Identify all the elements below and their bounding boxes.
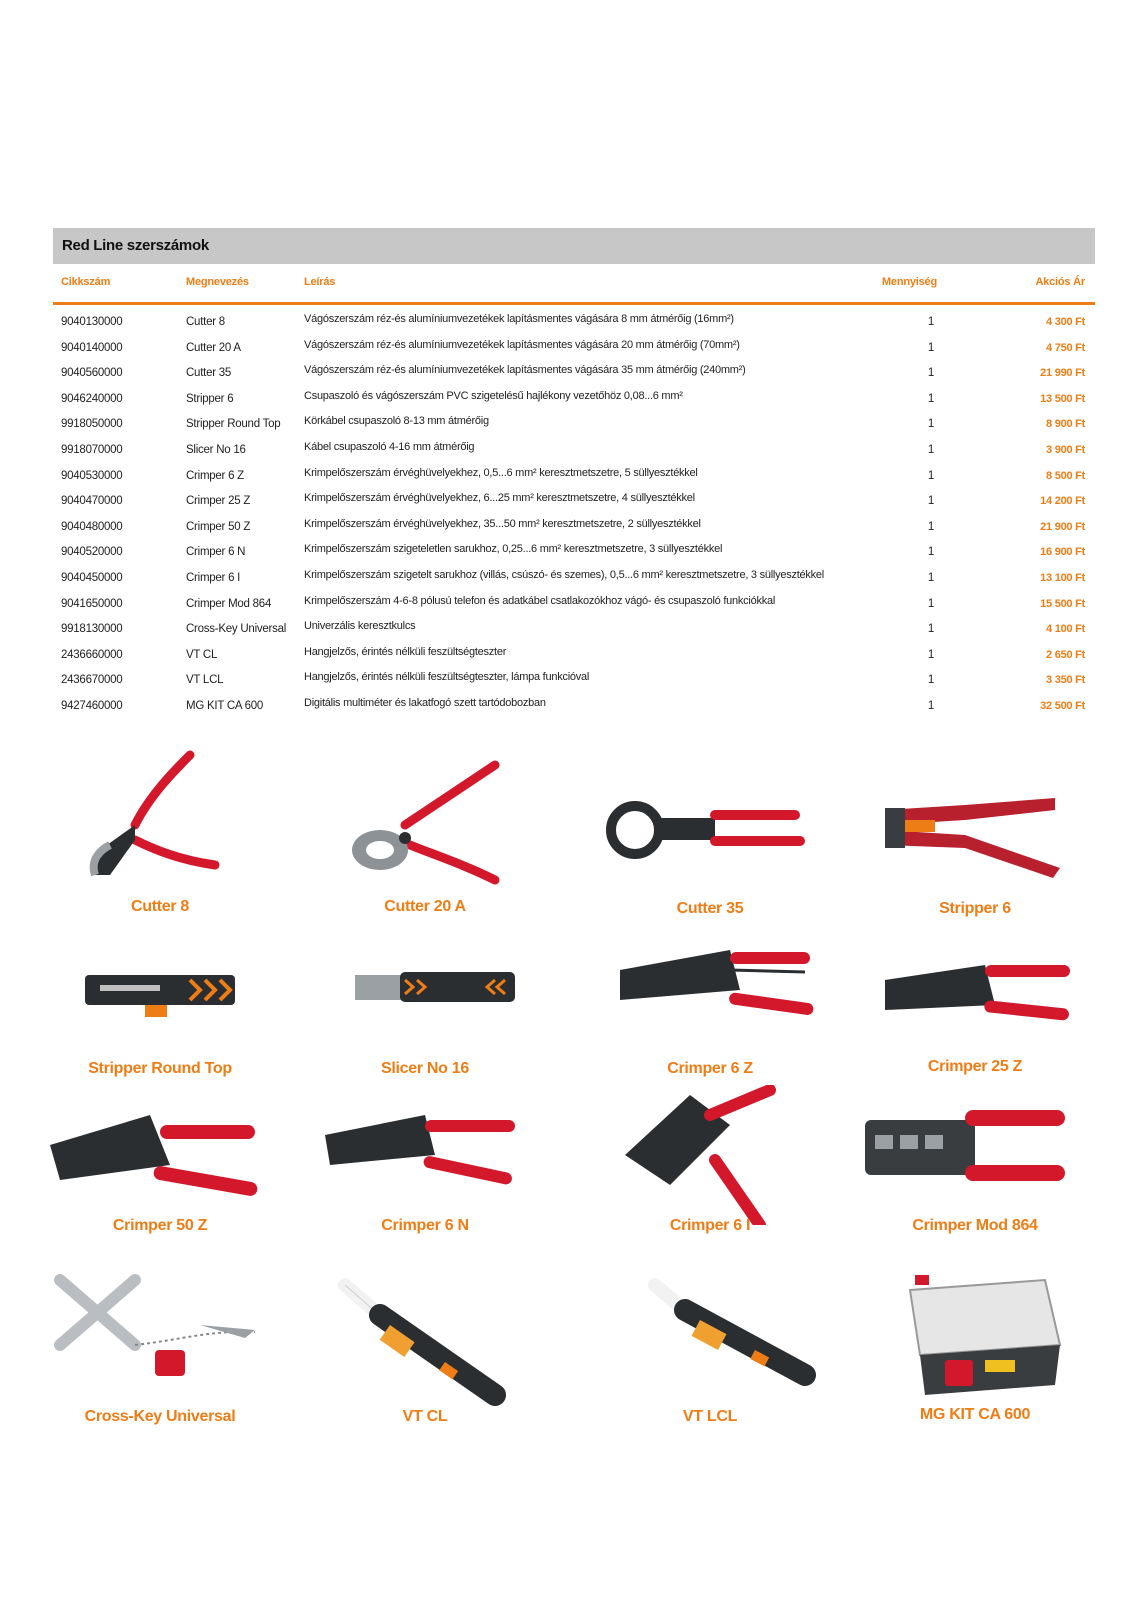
cell-name: Crimper 6 Z — [186, 469, 244, 482]
product-label: Crimper 25 Z — [927, 1058, 1023, 1075]
table-row — [53, 411, 1095, 437]
product-label: Crimper 50 Z — [112, 1217, 208, 1234]
cell-code: 9040520000 — [61, 546, 123, 559]
cell-quantity: 1 — [927, 674, 934, 687]
cell-name: VT LCL — [186, 674, 224, 687]
cell-code: 9040140000 — [61, 341, 123, 354]
crimper-icon — [580, 1085, 840, 1225]
col-header-quantity: Mennyiség — [881, 276, 937, 288]
crimper-icon — [40, 1085, 300, 1225]
table-row — [53, 565, 1095, 591]
cell-description: Hangjelzős, érintés nélküli feszültségteszter, lámpa funkcióval — [304, 671, 590, 684]
cell-name: Crimper 6 I — [186, 571, 241, 584]
cell-quantity: 1 — [927, 571, 934, 584]
round-stripper-icon — [40, 930, 300, 1070]
cell-code: 9427460000 — [61, 699, 123, 712]
cell-description: Vágószerszám réz-és alumíniumvezetékek lapításmentes vágására 8 mm átmérőig (16mm²) — [304, 313, 734, 325]
cell-quantity: 1 — [927, 648, 934, 661]
cell-quantity: 1 — [927, 418, 934, 431]
cell-code: 9040560000 — [61, 367, 123, 380]
cell-description: Univerzális keresztkulcs — [304, 620, 416, 633]
cell-price: 8 500 Ft — [1046, 469, 1085, 482]
cell-price: 21 990 Ft — [1040, 367, 1085, 380]
product-table — [53, 309, 1095, 719]
cell-description: Csupaszoló és vágószerszám PVC szigetelésű hajlékony vezetőhöz 0,08...6 mm² — [304, 389, 683, 402]
cable-cutter-icon — [295, 750, 555, 890]
cell-quantity: 1 — [927, 367, 934, 380]
product-label: Cross-Key Universal — [84, 1408, 236, 1425]
cell-description: Krimpelőszerszám 4-6-8 pólusú telefon és adatkábel csatlakozókhoz vágó- és csupaszoló funkciókkal — [304, 594, 776, 607]
table-row — [53, 642, 1095, 668]
cell-quantity: 1 — [927, 316, 934, 328]
product-label: Crimper 6 I — [669, 1217, 751, 1234]
section-header-bar — [53, 228, 1095, 264]
header-divider — [53, 302, 1095, 305]
cell-code: 9040470000 — [61, 495, 123, 508]
cell-code: 9040450000 — [61, 571, 123, 584]
table-row — [53, 693, 1095, 719]
cell-quantity: 1 — [927, 443, 934, 456]
cell-code: 9918130000 — [61, 623, 123, 636]
product-label: Stripper 6 — [939, 900, 1011, 917]
product-label: Stripper Round Top — [88, 1060, 232, 1077]
cell-quantity: 1 — [927, 546, 934, 559]
cell-quantity: 1 — [927, 469, 934, 482]
cell-name: Stripper 6 — [186, 392, 234, 405]
cell-name: Crimper 50 Z — [186, 520, 251, 533]
crimper-icon — [295, 1085, 555, 1225]
table-row — [53, 437, 1095, 463]
cell-description: Kábel csupaszoló 4-16 mm átmérőig — [304, 440, 475, 453]
cell-description: Krimpelőszerszám szigetelt sarukhoz (villás, csúszó- és szemes), 0,5...6 mm² keresztmetszetre, 3 süllyesztékkel — [304, 568, 824, 581]
cell-description: Vágószerszám réz-és alumíniumvezetékek lapításmentes vágására 20 mm átmérőig (70mm²) — [304, 338, 740, 351]
cell-description: Körkábel csupaszoló 8-13 mm átmérőig — [304, 415, 489, 428]
cell-code: 9046240000 — [61, 392, 123, 405]
col-header-description: Leírás — [304, 276, 336, 288]
cell-code: 9041650000 — [61, 597, 123, 610]
cell-description: Digitális multiméter és lakatfogó szett tartódobozban — [304, 696, 546, 709]
cell-price: 21 900 Ft — [1040, 520, 1085, 533]
wire-stripper-icon — [845, 750, 1105, 890]
cell-name: Crimper Mod 864 — [186, 597, 272, 610]
table-row — [53, 514, 1095, 540]
cell-code: 9918050000 — [61, 418, 123, 431]
voltage-tester-icon — [295, 1270, 555, 1410]
cell-name: Slicer No 16 — [186, 443, 246, 456]
table-row — [53, 386, 1095, 412]
table-row — [53, 360, 1095, 386]
cell-code: 9918070000 — [61, 443, 123, 456]
col-header-price: Akciós Ár — [1035, 276, 1085, 288]
crimper-icon — [845, 930, 1105, 1070]
product-label: Crimper 6 Z — [667, 1060, 753, 1077]
cell-name: Crimper 25 Z — [186, 495, 251, 508]
cell-quantity: 1 — [927, 341, 934, 354]
product-label: VT CL — [402, 1408, 448, 1425]
table-row — [53, 539, 1095, 565]
table-row — [53, 591, 1095, 617]
voltage-tester-icon — [580, 1270, 840, 1410]
cell-description: Krimpelőszerszám szigeteletlen sarukhoz, 0,25...6 mm² keresztmetszetre, 3 süllyesztékkel — [304, 543, 723, 556]
product-label: Cutter 35 — [676, 900, 744, 917]
cell-price: 8 900 Ft — [1046, 418, 1085, 431]
cell-price: 3 900 Ft — [1046, 443, 1085, 456]
cell-quantity: 1 — [927, 699, 934, 712]
cell-description: Krimpelőszerszám érvéghüvelyekhez, 35...50 mm² keresztmetszetre, 2 süllyesztékkel — [304, 517, 701, 530]
cell-name: Cutter 20 A — [186, 341, 241, 354]
cell-price: 2 650 Ft — [1046, 648, 1085, 661]
cell-price: 14 200 Ft — [1040, 495, 1085, 508]
cell-name: VT CL — [186, 648, 218, 661]
cell-price: 13 100 Ft — [1040, 571, 1085, 584]
cell-description: Vágószerszám réz-és alumíniumvezetékek lapításmentes vágására 35 mm átmérőig (240mm²) — [304, 364, 746, 377]
col-header-code: Cikkszám — [61, 276, 111, 288]
table-row — [53, 463, 1095, 489]
cell-code: 2436660000 — [61, 648, 123, 661]
cell-quantity: 1 — [927, 392, 934, 405]
cell-quantity: 1 — [927, 597, 934, 610]
modular-crimper-icon — [845, 1085, 1105, 1225]
cell-code: 9040480000 — [61, 520, 123, 533]
cell-price: 13 500 Ft — [1040, 392, 1085, 405]
cell-name: Cutter 35 — [186, 367, 232, 380]
cell-description: Krimpelőszerszám érvéghüvelyekhez, 0,5...6 mm² keresztmetszetre, 5 süllyesztékkel — [304, 466, 698, 479]
product-label: MG KIT CA 600 — [919, 1406, 1031, 1423]
cell-price: 3 350 Ft — [1046, 674, 1085, 687]
cell-price: 4 300 Ft — [1046, 316, 1085, 328]
cell-name: Crimper 6 N — [186, 546, 246, 559]
product-label: Slicer No 16 — [380, 1060, 469, 1077]
cell-code: 2436670000 — [61, 674, 123, 687]
slicer-icon — [295, 930, 555, 1070]
cell-price: 4 750 Ft — [1046, 341, 1085, 354]
table-row — [53, 335, 1095, 361]
cell-price: 16 900 Ft — [1040, 546, 1085, 559]
cross-key-icon — [40, 1270, 300, 1410]
cell-name: Cutter 8 — [186, 316, 225, 328]
cell-code: 9040130000 — [61, 316, 123, 328]
table-header — [53, 268, 1095, 302]
table-row — [53, 488, 1095, 514]
product-label: Cutter 20 A — [384, 898, 466, 915]
col-header-name: Megnevezés — [186, 276, 249, 288]
cell-name: MG KIT CA 600 — [186, 699, 264, 712]
cell-name: Stripper Round Top — [186, 418, 281, 431]
cell-price: 4 100 Ft — [1046, 623, 1085, 636]
product-label: Crimper 6 N — [381, 1217, 469, 1234]
product-label: Cutter 8 — [130, 898, 190, 915]
cell-quantity: 1 — [927, 495, 934, 508]
cell-quantity: 1 — [927, 520, 934, 533]
cell-price: 32 500 Ft — [1040, 699, 1085, 712]
crimper-icon — [580, 930, 840, 1070]
cell-price: 15 500 Ft — [1040, 597, 1085, 610]
cell-quantity: 1 — [927, 623, 934, 636]
cell-code: 9040530000 — [61, 469, 123, 482]
multimeter-kit-icon — [845, 1270, 1105, 1410]
cell-name: Cross-Key Universal — [186, 623, 287, 636]
cable-cutter-icon — [40, 750, 300, 890]
cell-description: Hangjelzős, érintés nélküli feszültségteszter — [304, 645, 507, 658]
cell-description: Krimpelőszerszám érvéghüvelyekhez, 6...25 mm² keresztmetszetre, 4 süllyesztékkel — [304, 492, 695, 505]
ratchet-cutter-icon — [580, 750, 840, 890]
section-title: Red Line szerszámok — [62, 237, 209, 254]
table-row — [53, 667, 1095, 693]
product-label: Crimper Mod 864 — [912, 1217, 1038, 1234]
table-row — [53, 309, 1095, 335]
product-label: VT LCL — [682, 1408, 738, 1425]
table-row — [53, 616, 1095, 642]
